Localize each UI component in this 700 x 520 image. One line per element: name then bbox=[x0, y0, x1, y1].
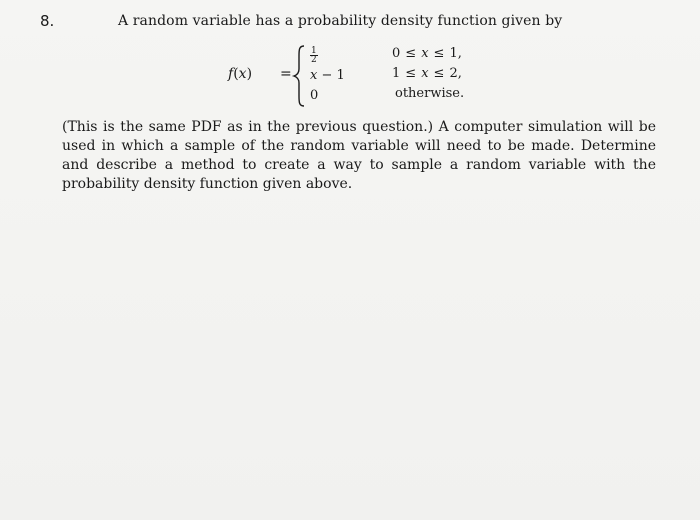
cond-1-op1: ≤ bbox=[405, 46, 417, 61]
fraction-numerator: 1 bbox=[311, 46, 317, 56]
lhs-close-paren: ) bbox=[246, 66, 253, 82]
left-brace-icon bbox=[290, 44, 310, 108]
case-2-expression bbox=[310, 68, 360, 83]
cond-1-right: 1, bbox=[449, 46, 462, 61]
case-2-variable: x bbox=[310, 68, 318, 83]
question-number: 8. bbox=[40, 12, 55, 30]
formula-lhs bbox=[228, 66, 252, 82]
case-3-condition: otherwise. bbox=[395, 86, 465, 101]
pdf-formula bbox=[228, 44, 548, 108]
case-2-rest: − 1 bbox=[317, 68, 345, 83]
question-intro: A random variable has a probability density function given by bbox=[118, 13, 563, 29]
lhs-function: f bbox=[228, 66, 234, 82]
cond-2-op1: ≤ bbox=[405, 66, 417, 81]
cond-1-left: 0 bbox=[392, 46, 401, 61]
fraction-denominator: 2 bbox=[311, 55, 317, 65]
cond-2-left: 1 bbox=[392, 66, 401, 81]
question-paragraph: (This is the same PDF as in the previous question.) A computer simulation will be used in which a sample of the random variable will need to be made. Determine and describe a method to create a way to sample a random variable with the probability density function given above. bbox=[62, 119, 656, 192]
cond-1-var: x bbox=[421, 46, 429, 61]
cond-1-op2: ≤ bbox=[433, 46, 445, 61]
case-3-expression: 0 bbox=[310, 88, 319, 103]
lhs-variable: x bbox=[238, 66, 247, 82]
cond-2-var: x bbox=[421, 66, 429, 81]
cond-2-right: 2, bbox=[449, 66, 462, 81]
fraction-one-half bbox=[310, 47, 318, 64]
cond-2-op2: ≤ bbox=[433, 66, 445, 81]
lhs-open-paren: ( bbox=[233, 66, 239, 82]
case-1-expression bbox=[310, 47, 360, 64]
case-1-condition bbox=[392, 46, 462, 61]
case-2-condition bbox=[392, 66, 462, 81]
equals-sign: = bbox=[280, 66, 292, 82]
question-body bbox=[62, 118, 656, 194]
